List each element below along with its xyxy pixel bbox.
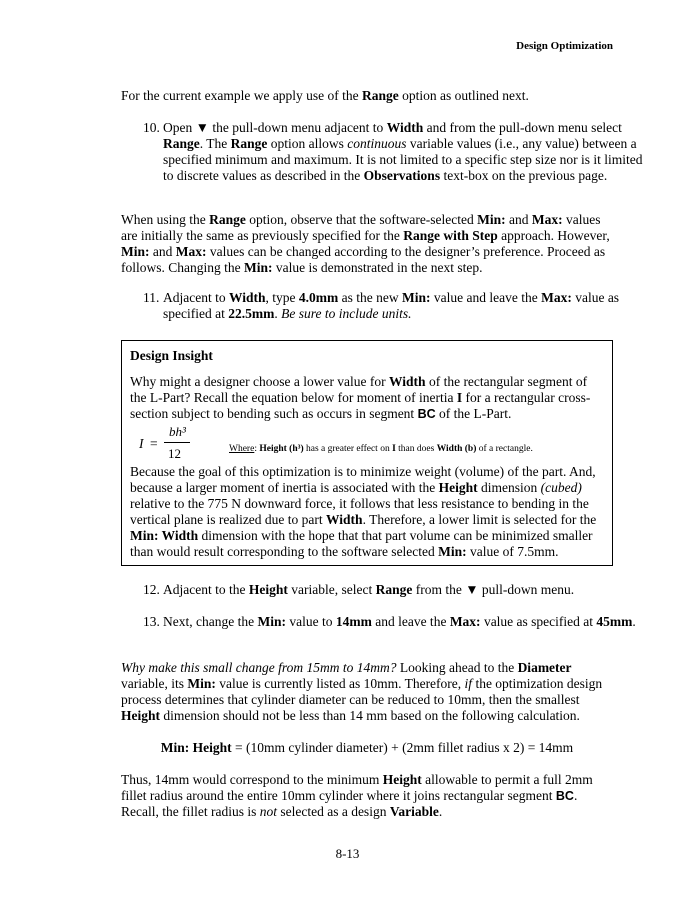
step-number: 11. (143, 290, 160, 305)
step-number: 12. (143, 582, 160, 597)
step-number: 10. (143, 120, 160, 135)
fillet-paragraph: Thus, 14mm would correspond to the minimum Height allowable to permit a full 2mm fillet radius around the entire 10mm cylinder where it joins rectangular segment BC. Recall, the fillet radius is not selected as a design Variable. (121, 772, 593, 819)
moment-of-inertia-formula (130, 424, 604, 464)
design-insight-box (121, 340, 613, 566)
step-10: 10. Open ▼ the pull-down menu adjacent to Width and from the pull-down menu select Range. The Range option allows continuous variable values (i.e., any value) between a specified minimum and maximum. It is not limited to a specific step size nor is it limited to discrete values as described in the Observations text-box on the previous page. (143, 120, 643, 183)
step-12: 12. Adjacent to the Height variable, select Range from the ▼ pull-down menu. (143, 582, 575, 597)
formula-note: Where: Height (h³) has a greater effect on I than does Width (b) of a rectangle. (229, 444, 533, 454)
running-header: Design Optimization (516, 40, 613, 52)
formula-equals: = (150, 436, 158, 451)
insight-paragraph-2: Because the goal of this optimization is to minimize weight (volume) of the part. And, because a larger moment of inertia is associated with the Height dimension (cubed) relative to the 775 N downward force, it follows that less resistance to bending in the vertical plane is realized due to part Width. Therefore, a lower limit is selected for the Min: Width dimension with the hope that that part volume can be minimized smaller than would result corresponding to the software selected Min: value of 7.5mm. (130, 464, 597, 559)
step-11: 11. Adjacent to Width, type 4.0mm as the new Min: value and leave the Max: value as specified at 22.5mm. Be sure to include units. (143, 290, 620, 321)
insight-title: Design Insight (130, 348, 213, 363)
formula-denominator: 12 (168, 446, 181, 461)
formula-numerator: bh³ (169, 424, 186, 439)
page-number: 8-13 (335, 846, 360, 861)
step-13: 13. Next, change the Min: value to 14mm and leave the Max: value as specified at 45mm. (143, 614, 636, 629)
formula-lhs: I (139, 436, 144, 451)
height-rationale-paragraph: Why make this small change from 15mm to 14mm? Looking ahead to the Diameter variable, its Min: value is currently listed as 10mm. Therefore, if the optimization design process determines that cylinder diameter can be reduced to 10mm, then the smallest Height dimension should not be less than 14 mm based on the following calculation. (121, 660, 603, 723)
intro-paragraph: For the current example we apply use of the Range option as outlined next. (121, 88, 529, 103)
fraction-bar (164, 442, 190, 443)
range-paragraph: When using the Range option, observe that the software-selected Min: and Max: values are initially the same as previously specified for the Range with Step approach. However, Min: and Max: values can be changed according to the designer’s preference. Proceed as follows. Changing the Min: value is demonstrated in the next step. (121, 212, 610, 275)
height-calculation: Min: Height = (10mm cylinder diameter) + (2mm fillet radius x 2) = 14mm (160, 740, 574, 755)
step-number: 13. (143, 614, 160, 629)
insight-paragraph-1: Why might a designer choose a lower value for Width of the rectangular segment of the L-Part? Recall the equation below for moment of inertia I for a rectangular cross-section subject to bending such as occurs in segment BC of the L-Part. (130, 374, 591, 421)
